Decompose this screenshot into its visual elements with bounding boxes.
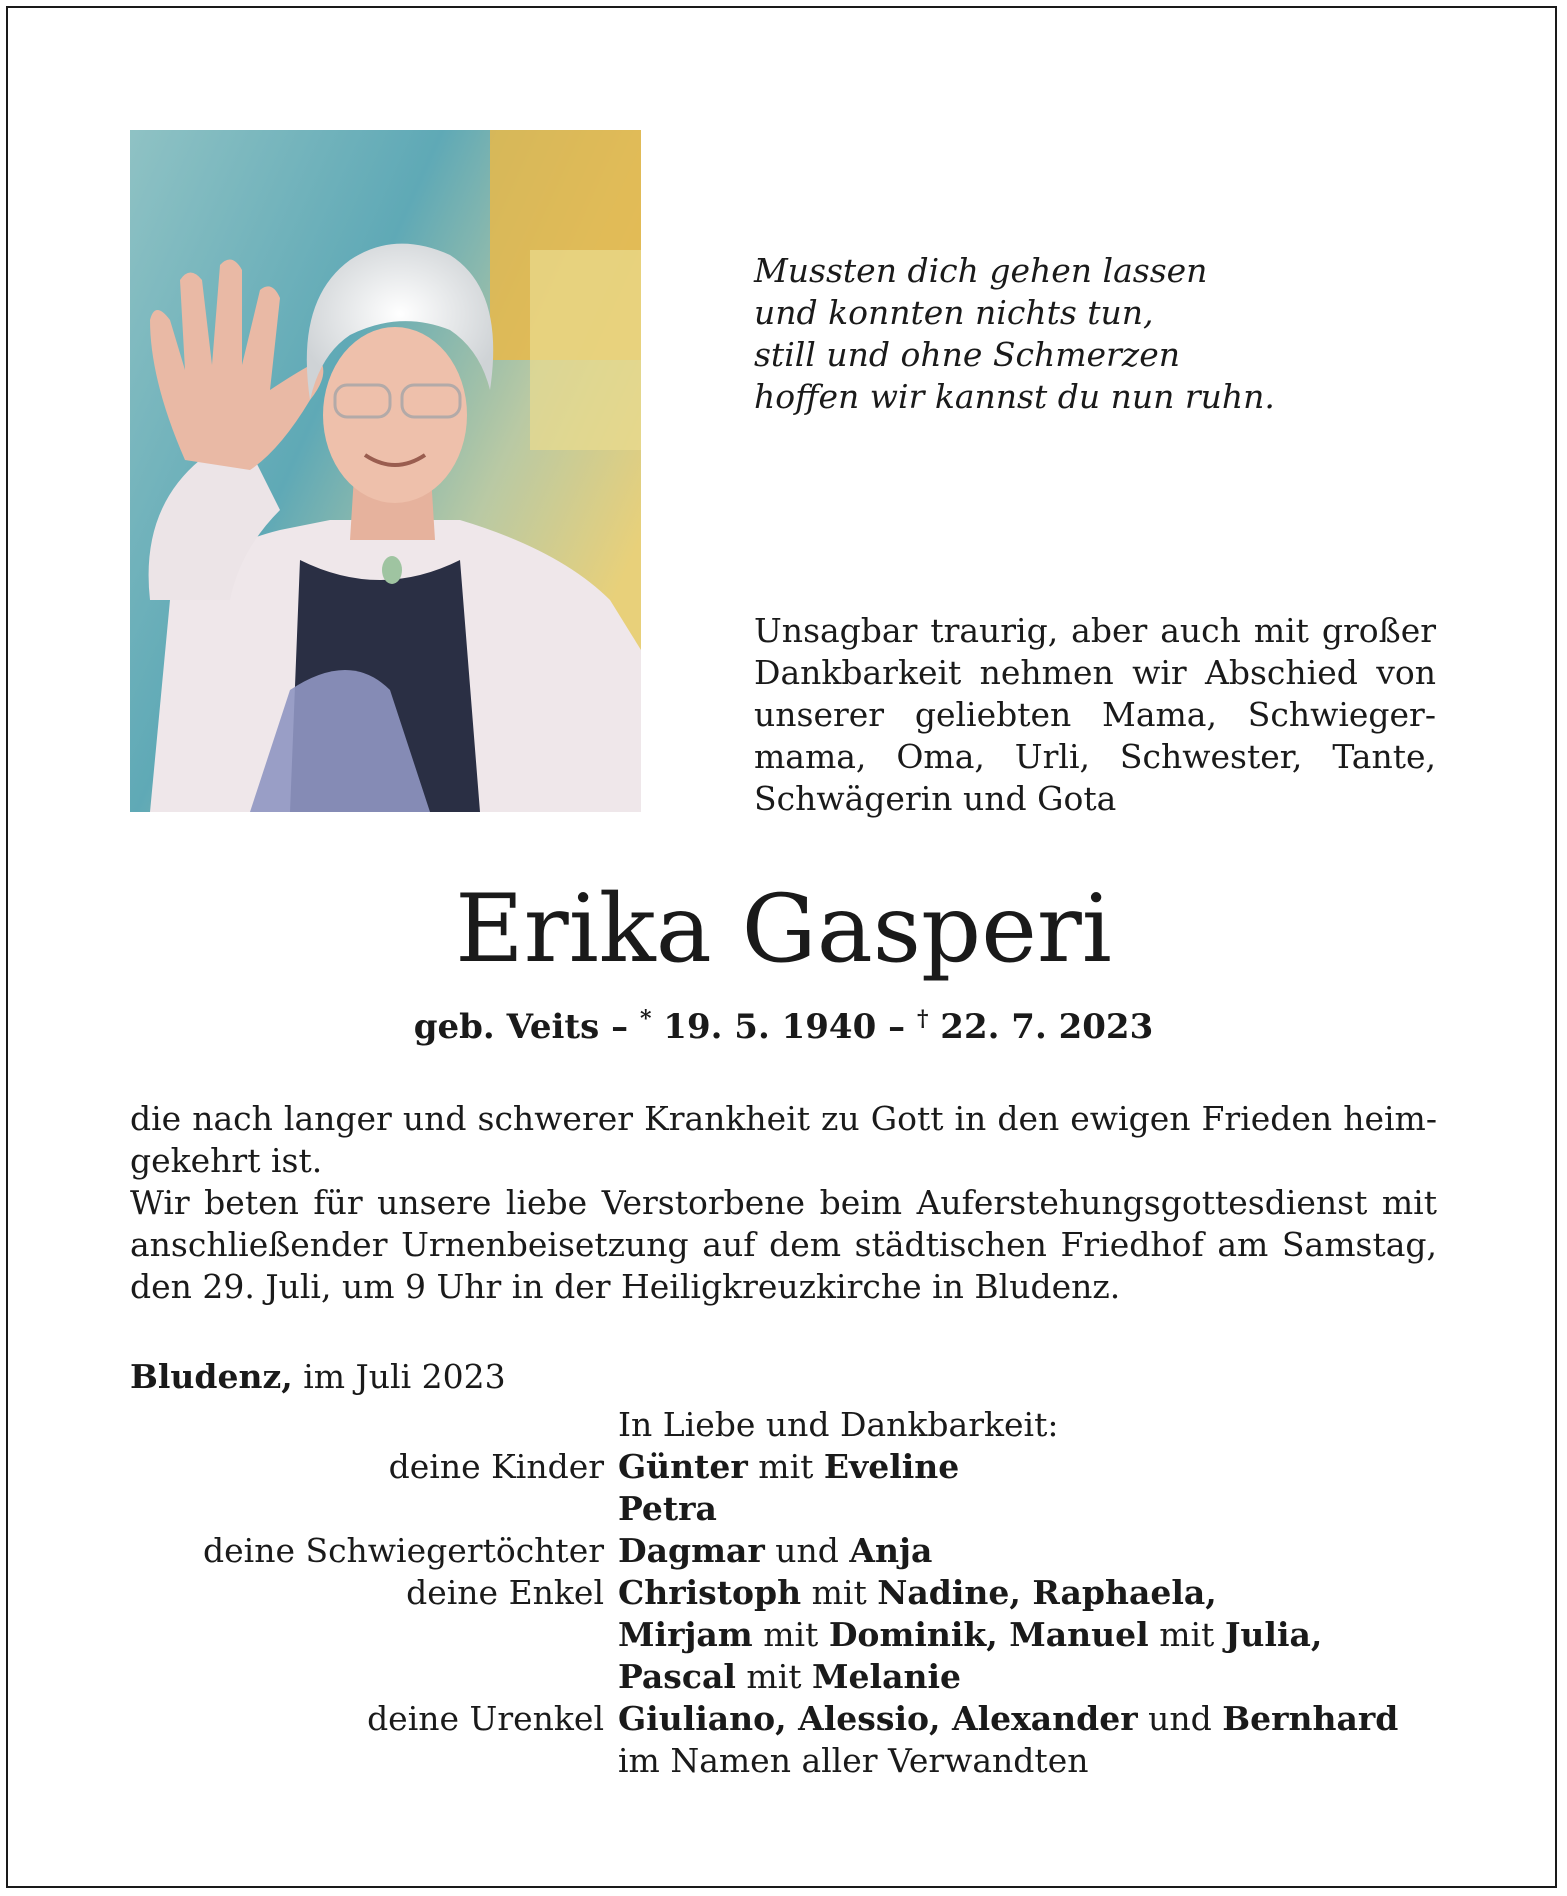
poem-line: Mussten dich gehen lassen bbox=[754, 251, 1208, 290]
portrait-photo bbox=[130, 130, 641, 812]
family-name: Dominik, Manuel bbox=[828, 1615, 1149, 1654]
family-name: Günter bbox=[618, 1447, 748, 1486]
body-paragraph: Wir beten für unsere liebe Verstorbene beim Auferstehungsgottesdienst mit anschließender Urnenbeisetzung auf dem städtischen Friedhof am Samstag, den 29. Juli, um 9 Uhr in der Heiligkreuzkirche in Bludenz. bbox=[130, 1183, 1437, 1306]
death-date: 22. 7. 2023 bbox=[940, 1007, 1154, 1047]
family-name: Julia, bbox=[1224, 1615, 1323, 1654]
family-name: Bernhard bbox=[1222, 1699, 1399, 1738]
family-row-enkel-2 bbox=[130, 1614, 1437, 1656]
relation-label: deine Kinder bbox=[388, 1447, 604, 1486]
deceased-name: Erika Gasperi bbox=[455, 875, 1112, 984]
connector: mit bbox=[746, 1657, 802, 1696]
poem bbox=[754, 250, 1474, 418]
family-list bbox=[130, 1404, 1437, 1782]
death-cross-icon: † bbox=[916, 1006, 929, 1032]
family-name: Petra bbox=[618, 1489, 717, 1528]
family-row-enkel-3 bbox=[130, 1656, 1437, 1698]
family-name: Nadine, Raphaela, bbox=[877, 1573, 1217, 1612]
family-heading: In Liebe und Dankbarkeit: bbox=[618, 1405, 1059, 1444]
relation-label: deine Enkel bbox=[406, 1573, 604, 1612]
family-heading-row bbox=[130, 1404, 1437, 1446]
connector: mit bbox=[811, 1573, 867, 1612]
place-city: Bludenz, bbox=[130, 1357, 293, 1396]
family-row-enkel bbox=[130, 1572, 1437, 1614]
connector: mit bbox=[758, 1447, 814, 1486]
relation-label: deine Urenkel bbox=[367, 1699, 604, 1738]
connector: mit bbox=[1159, 1615, 1215, 1654]
place-date bbox=[130, 1356, 506, 1398]
family-row-urenkel bbox=[130, 1698, 1437, 1740]
poem-line: still und ohne Schmerzen bbox=[754, 335, 1180, 374]
family-row-kinder bbox=[130, 1446, 1437, 1488]
place-month: im Juli 2023 bbox=[303, 1357, 506, 1396]
family-name: Giuliano, Alessio, Alexander bbox=[618, 1699, 1138, 1738]
family-name: Mirjam bbox=[618, 1615, 753, 1654]
connector: und bbox=[775, 1531, 839, 1570]
maiden-name: geb. Veits bbox=[413, 1007, 600, 1047]
family-name: Pascal bbox=[618, 1657, 736, 1696]
body-paragraph: die nach langer und schwerer Krankheit zu Gott in den ewigen Frieden heimgekehrt ist. bbox=[130, 1099, 1437, 1180]
family-name: Christoph bbox=[618, 1573, 802, 1612]
family-row-closing bbox=[130, 1740, 1437, 1782]
closing-line: im Namen aller Verwandten bbox=[618, 1741, 1089, 1780]
family-name: Melanie bbox=[812, 1657, 961, 1696]
relation-label: deine Schwiegertöchter bbox=[202, 1531, 604, 1570]
life-dates: geb. Veits – * 19. 5. 1940 – † 22. 7. 2023 bbox=[413, 1006, 1154, 1047]
family-name: Eveline bbox=[823, 1447, 960, 1486]
intro-text: Unsagbar traurig, aber auch mit großer Dankbarkeit nehmen wir Abschied von unserer geliebten Mama, Schwiegermama, Oma, Urli, Schwester, Tante, Schwägerin und Gota bbox=[754, 611, 1436, 818]
birth-star-icon: * bbox=[639, 1006, 652, 1032]
family-name: Dagmar bbox=[618, 1531, 765, 1570]
birth-date: 19. 5. 1940 bbox=[663, 1007, 877, 1047]
poem-line: hoffen wir kannst du nun ruhn. bbox=[754, 377, 1275, 416]
announcement-body bbox=[130, 1098, 1437, 1308]
family-row-schwieger bbox=[130, 1530, 1437, 1572]
family-name: Anja bbox=[849, 1531, 933, 1570]
connector: und bbox=[1148, 1699, 1212, 1738]
connector: mit bbox=[763, 1615, 819, 1654]
poem-line: und konnten nichts tun, bbox=[754, 293, 1154, 332]
family-row-kinder-2 bbox=[130, 1488, 1437, 1530]
